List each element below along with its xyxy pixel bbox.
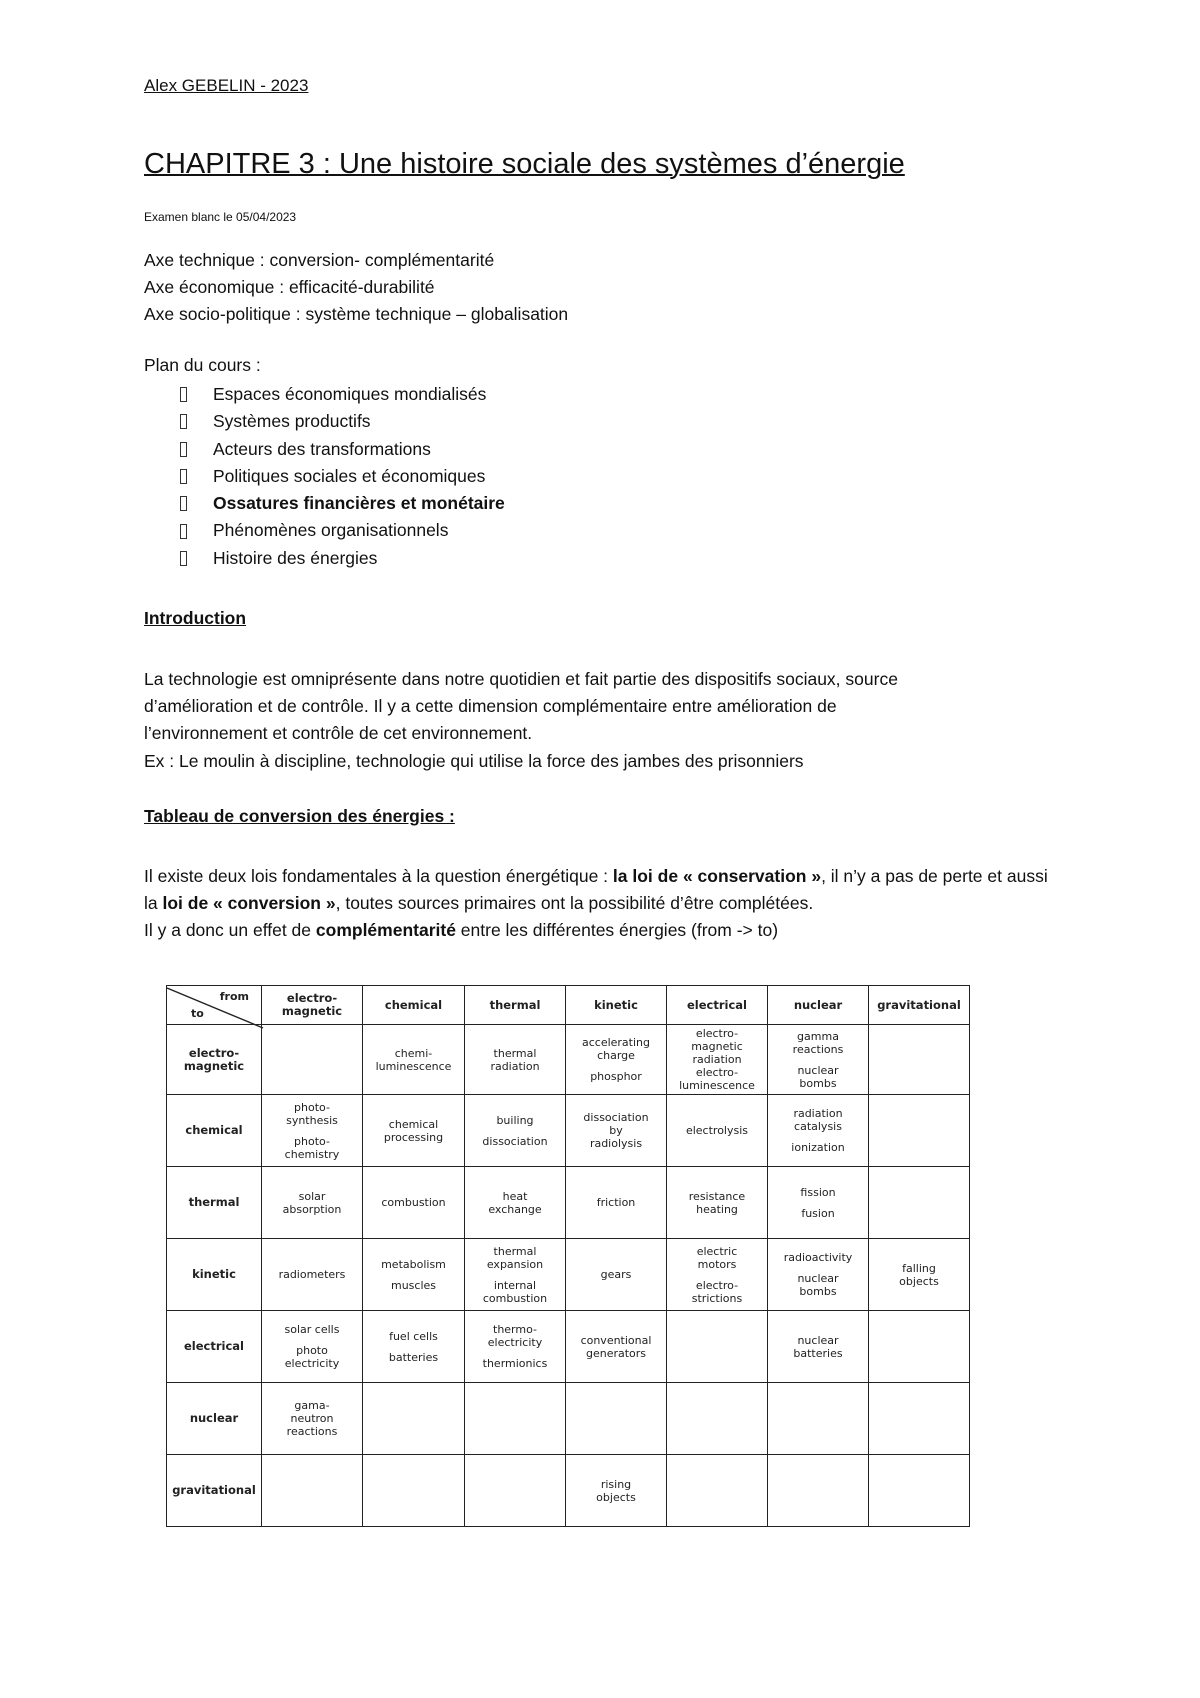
table-cell: thermo- electricity thermionics [465, 1311, 566, 1383]
table-cell [566, 1383, 667, 1455]
table-header-row [167, 986, 970, 1025]
table-cell [465, 1455, 566, 1527]
table-cell: solar cells photo electricity [262, 1311, 363, 1383]
corner-from-label: from [219, 990, 249, 1003]
table-cell: fission fusion [768, 1167, 869, 1239]
table-cell: thermal expansion internal combustion [465, 1239, 566, 1311]
bullet-icon [180, 551, 187, 566]
table-cell: electrolysis [667, 1095, 768, 1167]
column-header: thermal [465, 986, 566, 1025]
column-header: chemical [363, 986, 465, 1025]
row-header: gravitational [167, 1455, 262, 1527]
plan-item: Phénomènes organisationnels [180, 517, 505, 544]
axis-socio-politique: Axe socio-politique : système technique – globalisation [144, 304, 569, 324]
table-row [167, 1455, 970, 1527]
table-cell: friction [566, 1167, 667, 1239]
table-cell: builing dissociation [465, 1095, 566, 1167]
axes-list [144, 247, 568, 328]
row-header: chemical [167, 1095, 262, 1167]
bullet-icon [180, 496, 187, 511]
table-cell: rising objects [566, 1455, 667, 1527]
table-cell [262, 1025, 363, 1095]
row-header: electro- magnetic [167, 1025, 262, 1095]
bullet-icon [180, 414, 187, 429]
plan-item: Ossatures financières et monétaire [180, 490, 505, 517]
axis-economique: Axe économique : efficacité-durabilité [144, 277, 435, 297]
table-cell: gears [566, 1239, 667, 1311]
bullet-icon [180, 442, 187, 457]
table-cell [869, 1095, 970, 1167]
table-cell [465, 1383, 566, 1455]
table-cell: conventional generators [566, 1311, 667, 1383]
table-cell: electric motors electro- strictions [667, 1239, 768, 1311]
column-header: kinetic [566, 986, 667, 1025]
column-header: gravitational [869, 986, 970, 1025]
plan-item: Acteurs des transformations [180, 436, 505, 463]
table-cell: electro- magnetic radiation electro- luminescence [667, 1025, 768, 1095]
exam-note: Examen blanc le 05/04/2023 [144, 210, 297, 224]
table-body [167, 1025, 970, 1527]
table-cell [262, 1455, 363, 1527]
introduction-heading: Introduction [144, 608, 247, 628]
plan-item: Politiques sociales et économiques [180, 463, 505, 490]
table-cell [363, 1455, 465, 1527]
plan-item: Espaces économiques mondialisés [180, 381, 505, 408]
chapter-title: CHAPITRE 3 : Une histoire sociale des systèmes d’énergie [144, 148, 905, 180]
table-cell: photo- synthesis photo- chemistry [262, 1095, 363, 1167]
table-cell [667, 1311, 768, 1383]
table-cell [768, 1455, 869, 1527]
column-header: nuclear [768, 986, 869, 1025]
bullet-icon [180, 524, 187, 539]
table-row [167, 1167, 970, 1239]
table-cell: accelerating charge phosphor [566, 1025, 667, 1095]
table-cell: heat exchange [465, 1167, 566, 1239]
table-cell [363, 1383, 465, 1455]
conversion-laws-paragraph: Il existe deux lois fondamentales à la question énergétique : la loi de « conservation », il n’y a pas de perte et aussi la loi de « conversion », toutes sources primaires ont la possibilité d’être complétées. Il y a donc un effet de complémentarité entre les différentes énergies (from -> to) [144, 866, 1048, 940]
table-cell: fuel cells batteries [363, 1311, 465, 1383]
axis-technique: Axe technique : conversion- complémentarité [144, 250, 495, 270]
corner-to-label: to [191, 1007, 204, 1020]
table-cell: metabolism muscles [363, 1239, 465, 1311]
table-cell: radioactivity nuclear bombs [768, 1239, 869, 1311]
energy-conversion-table [166, 985, 970, 1527]
table-cell: dissociation by radiolysis [566, 1095, 667, 1167]
table-cell [869, 1025, 970, 1095]
table-cell: radiation catalysis ionization [768, 1095, 869, 1167]
table-cell: solar absorption [262, 1167, 363, 1239]
table-cell [869, 1383, 970, 1455]
table-cell: gama- neutron reactions [262, 1383, 363, 1455]
table-row [167, 1025, 970, 1095]
table-cell: chemical processing [363, 1095, 465, 1167]
table-cell: gamma reactions nuclear bombs [768, 1025, 869, 1095]
table-cell: combustion [363, 1167, 465, 1239]
plan-list [180, 381, 505, 572]
row-header: thermal [167, 1167, 262, 1239]
conversion-heading: Tableau de conversion des énergies : [144, 806, 455, 826]
table-row [167, 1095, 970, 1167]
table-cell [869, 1167, 970, 1239]
table-corner-cell [167, 986, 262, 1025]
table-cell [667, 1383, 768, 1455]
table-cell [768, 1383, 869, 1455]
table-row [167, 1311, 970, 1383]
row-header: kinetic [167, 1239, 262, 1311]
table-cell: thermal radiation [465, 1025, 566, 1095]
author-line: Alex GEBELIN - 2023 [144, 76, 309, 95]
column-header: electro- magnetic [262, 986, 363, 1025]
bullet-icon [180, 469, 187, 484]
introduction-text: La technologie est omniprésente dans notre quotidien et fait partie des dispositifs sociaux, source d’amélioration et de contrôle. Il y a cette dimension complémentaire entre amélioration de l’environnement et contrôle de cet environnement. Ex : Le moulin à discipline, technologie qui utilise la force des jambes des prisonniers [144, 669, 898, 771]
plan-item: Histoire des énergies [180, 545, 505, 572]
table-cell: radiometers [262, 1239, 363, 1311]
table-cell: falling objects [869, 1239, 970, 1311]
table-cell [667, 1455, 768, 1527]
table-cell: nuclear batteries [768, 1311, 869, 1383]
row-header: electrical [167, 1311, 262, 1383]
table-row [167, 1239, 970, 1311]
diagonal-line [167, 986, 265, 1030]
table-cell: resistance heating [667, 1167, 768, 1239]
plan-item: Systèmes productifs [180, 408, 505, 435]
row-header: nuclear [167, 1383, 262, 1455]
table-cell: chemi- luminescence [363, 1025, 465, 1095]
plan-label: Plan du cours : [144, 355, 261, 375]
bullet-icon [180, 387, 187, 402]
table-cell [869, 1455, 970, 1527]
table-cell [869, 1311, 970, 1383]
column-header: electrical [667, 986, 768, 1025]
table-row [167, 1383, 970, 1455]
